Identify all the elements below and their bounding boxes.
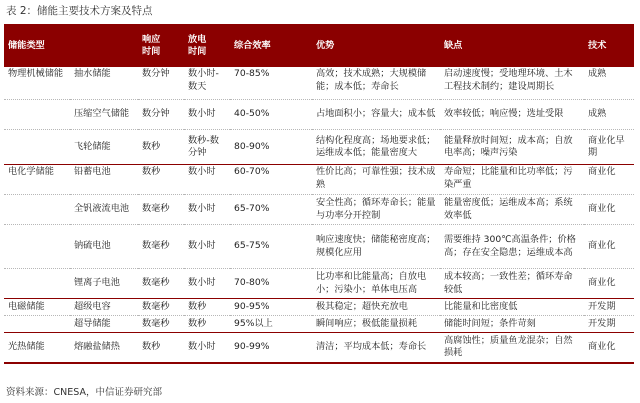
table-cell: 能量密度低；运维成本高；系统效率低 [440, 195, 584, 225]
table-cell: 能量释放时间短；成本高；自放电率高；噪声污染 [440, 130, 584, 165]
table-cell: 数小时-数天 [184, 67, 230, 100]
table-cell: 数分钟 [138, 67, 184, 100]
table-cell: 数分钟 [138, 100, 184, 130]
table-cell: 压缩空气储能 [70, 100, 138, 130]
table-cell: 光热储能 [4, 333, 70, 363]
table-cell: 物理机械储能 [4, 67, 70, 100]
table-cell: 比能量和比密度低 [440, 299, 584, 316]
table-cell: 数小时 [184, 195, 230, 225]
table-cell: 飞轮储能 [70, 130, 138, 165]
header-cell: 优势 [312, 26, 440, 67]
table-cell: 超导储能 [70, 316, 138, 333]
table-row [4, 269, 634, 299]
table-cell: 数毫秒 [138, 269, 184, 299]
table-cell: 铅蓄电池 [70, 165, 138, 195]
table-cell: 寿命短；比能量和比功率低；污染严重 [440, 165, 584, 195]
table-cell: 数小时 [184, 100, 230, 130]
table-cell: 结构化程度高；场地要求低；运维成本低；能量密度大 [312, 130, 440, 165]
table-cell: 抽水储能 [70, 67, 138, 100]
table-cell: 商业化 [584, 195, 634, 225]
table-cell: 成熟 [584, 67, 634, 100]
table-cell: 超级电容 [70, 299, 138, 316]
table-cell: 安全性高；循环寿命长；能量与功率分开控制 [312, 195, 440, 225]
storage-tech-table [4, 26, 634, 364]
table-cell: 电化学储能 [4, 165, 70, 195]
table-cell [4, 225, 70, 269]
table-cell [4, 316, 70, 333]
table-cell: 70-85% [230, 67, 312, 100]
table-cell: 响应速度快；储能秘密度高；规模化应用 [312, 225, 440, 269]
table-cell: 锂离子电池 [70, 269, 138, 299]
source-note: 资料来源：CNESA，中信证券研究部 [6, 387, 162, 398]
table-cell: 占地面积小；容量大；成本低 [312, 100, 440, 130]
table-cell: 数秒 [138, 130, 184, 165]
table-cell: 全钒液流电池 [70, 195, 138, 225]
table-cell: 65-70% [230, 195, 312, 225]
table-cell: 数小时 [184, 269, 230, 299]
table-cell: 储能时间短；条件苛刻 [440, 316, 584, 333]
table-caption: 表 2：储能主要技术方案及特点 [6, 5, 153, 17]
table-cell: 70-80% [230, 269, 312, 299]
table-cell: 数小时 [184, 165, 230, 195]
table-cell: 95%以上 [230, 316, 312, 333]
table-cell: 数毫秒 [138, 225, 184, 269]
table-cell: 90-99% [230, 333, 312, 363]
table-cell: 数毫秒 [138, 195, 184, 225]
table-header-row [4, 26, 634, 67]
table-cell: 数小时 [184, 333, 230, 363]
table-row [4, 333, 634, 363]
table-row [4, 195, 634, 225]
table-cell: 成本较高；一致性差；循环寿命较低 [440, 269, 584, 299]
table-cell: 数毫秒 [138, 299, 184, 316]
table-cell [4, 269, 70, 299]
table-row [4, 165, 634, 195]
table-cell [4, 195, 70, 225]
table-cell: 瞬间响应；极低能量损耗 [312, 316, 440, 333]
table-cell: 数秒-数分钟 [184, 130, 230, 165]
table-cell: 数小时 [184, 225, 230, 269]
table-cell: 数秒 [138, 333, 184, 363]
table-cell: 90-95% [230, 299, 312, 316]
table-cell: 清洁；平均成本低；寿命长 [312, 333, 440, 363]
table-cell: 开发期 [584, 299, 634, 316]
table-row [4, 299, 634, 316]
header-cell: 储能类型 [4, 26, 70, 67]
table-cell: 65-75% [230, 225, 312, 269]
header-cell: 响应 时间 [138, 26, 184, 67]
table-cell: 成熟 [584, 100, 634, 130]
header-cell: 放电 时间 [184, 26, 230, 67]
table-cell: 高腐蚀性；质量鱼龙混杂；自然损耗 [440, 333, 584, 363]
table-cell: 数秒 [184, 299, 230, 316]
table-row [4, 130, 634, 165]
table-cell: 商业化 [584, 165, 634, 195]
header-cell [70, 26, 138, 67]
table-cell: 需要维持 300℃高温条件；价格高；存在安全隐患；运维成本高 [440, 225, 584, 269]
table-cell: 启动速度慢；受地理环境、土木工程技术制约；建设周期长 [440, 67, 584, 100]
table-cell [4, 100, 70, 130]
table-row [4, 316, 634, 333]
table-cell: 效率较低；响应慢；选址受限 [440, 100, 584, 130]
table-cell: 商业化 [584, 333, 634, 363]
table-row [4, 100, 634, 130]
table-cell: 商业化早期 [584, 130, 634, 165]
table-cell: 钠硫电池 [70, 225, 138, 269]
table-cell: 数秒 [138, 165, 184, 195]
header-cell: 技术 [584, 26, 634, 67]
table-cell: 电磁储能 [4, 299, 70, 316]
table-cell: 80-90% [230, 130, 312, 165]
table-cell: 熔融盐储热 [70, 333, 138, 363]
table-row [4, 225, 634, 269]
table-cell: 比功率和比能量高；自放电小；污染小；单体电压高 [312, 269, 440, 299]
header-cell: 综合效率 [230, 26, 312, 67]
table-cell: 数秒 [184, 316, 230, 333]
table-cell: 性价比高；可靠性强；技术成熟 [312, 165, 440, 195]
table-cell: 商业化 [584, 225, 634, 269]
table-cell: 40-50% [230, 100, 312, 130]
table-cell: 数毫秒 [138, 316, 184, 333]
table-cell: 商业化 [584, 269, 634, 299]
table-cell [4, 130, 70, 165]
table-row [4, 67, 634, 100]
table-cell: 开发期 [584, 316, 634, 333]
header-cell: 缺点 [440, 26, 584, 67]
table-cell: 极其稳定；超快充放电 [312, 299, 440, 316]
table-cell: 60-70% [230, 165, 312, 195]
table-cell: 高效；技术成熟；大规模储能；成本低；寿命长 [312, 67, 440, 100]
